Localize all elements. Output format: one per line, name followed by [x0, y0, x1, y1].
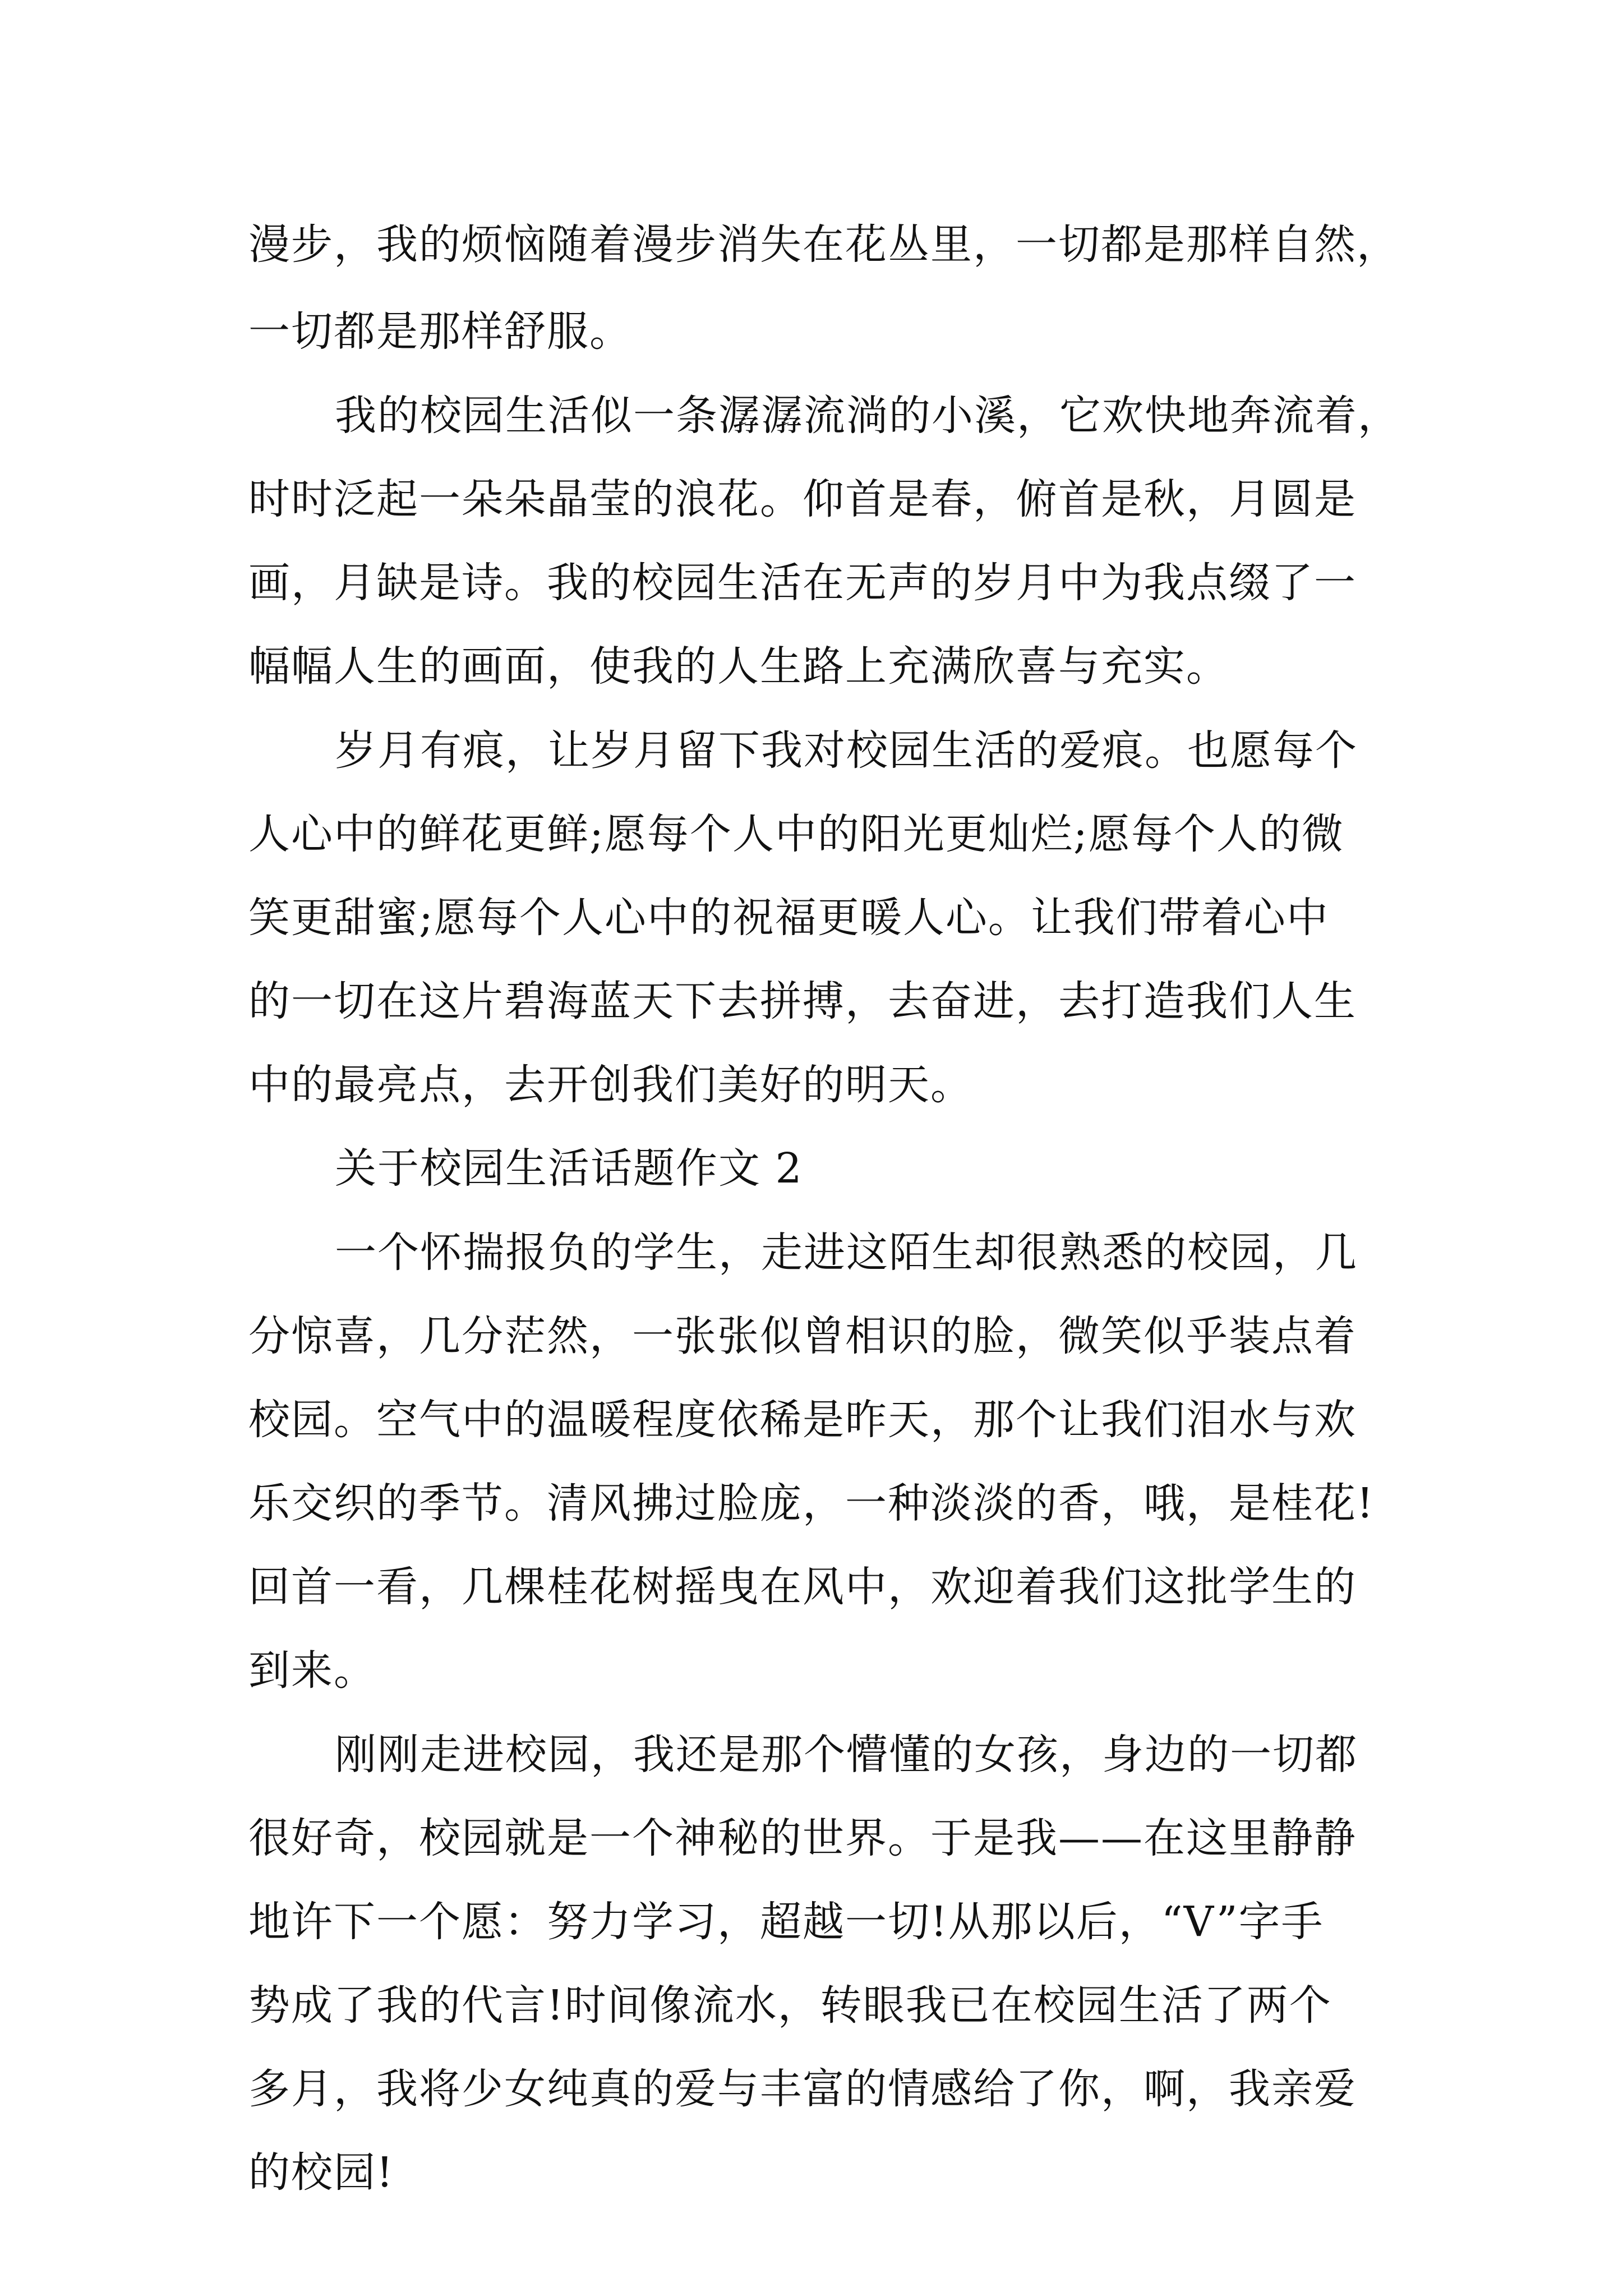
text-line: 分惊喜，几分茫然，一张张似曾相识的脸，微笑似乎装点着 — [248, 1312, 1357, 1360]
text-line: 岁月有痕，让岁月留下我对校园生活的爱痕。也愿每个 — [335, 726, 1358, 775]
text-line: 刚刚走进校园，我还是那个懵懂的女孩，身边的一切都 — [335, 1731, 1358, 1779]
text-line: 我的校园生活似一条潺潺流淌的小溪，它欢快地奔流着， — [335, 392, 1400, 440]
text-line: 的一切在这片碧海蓝天下去拼搏，去奋进，去打造我们人生 — [248, 977, 1357, 1025]
text-line: 画，月缺是诗。我的校园生活在无声的岁月中为我点缀了一 — [248, 559, 1357, 607]
text-line: 乐交织的季节。清风拂过脸庞，一种淡淡的香，哦，是桂花! — [248, 1479, 1375, 1527]
text-line: 势成了我的代言!时间像流水，转眼我已在校园生活了两个 — [248, 1981, 1332, 2030]
text-line: 时时泛起一朵朵晶莹的浪花。仰首是春，俯首是秋，月圆是 — [248, 475, 1357, 523]
text-line: 校园。空气中的温暖程度依稀是昨天，那个让我们泪水与欢 — [248, 1396, 1357, 1444]
text-line: 漫步，我的烦恼随着漫步消失在花丛里，一切都是那样自然， — [248, 220, 1399, 269]
text-line: 回首一看，几棵桂花树摇曳在风中，欢迎着我们这批学生的 — [248, 1563, 1357, 1611]
text-line: 笑更甜蜜;愿每个人心中的祝福更暖人心。让我们带着心中 — [248, 894, 1329, 942]
text-line: 一个怀揣报负的学生，走进这陌生却很熟悉的校园，几 — [335, 1228, 1358, 1277]
text-line: 很好奇，校园就是一个神秘的世界。于是我——在这里静静 — [248, 1814, 1357, 1862]
text-line: 多月，我将少女纯真的爱与丰富的情感给了你，啊，我亲爱 — [248, 2065, 1357, 2113]
text-line: 一切都是那样舒服。 — [248, 307, 632, 356]
text-line: 幅幅人生的画面，使我的人生路上充满欣喜与充实。 — [248, 642, 1229, 691]
text-line: 到来。 — [248, 1646, 376, 1695]
text-line: 地许下一个愿：努力学习，超越一切!从那以后，“V”字手 — [248, 1898, 1324, 1946]
text-line: 的校园! — [248, 2148, 394, 2197]
section-heading: 关于校园生活话题作文 2 — [335, 1144, 803, 1193]
text-line: 人心中的鲜花更鲜;愿每个人中的阳光更灿烂;愿每个人的微 — [248, 810, 1344, 858]
text-line: 中的最亮点，去开创我们美好的明天。 — [248, 1061, 973, 1109]
